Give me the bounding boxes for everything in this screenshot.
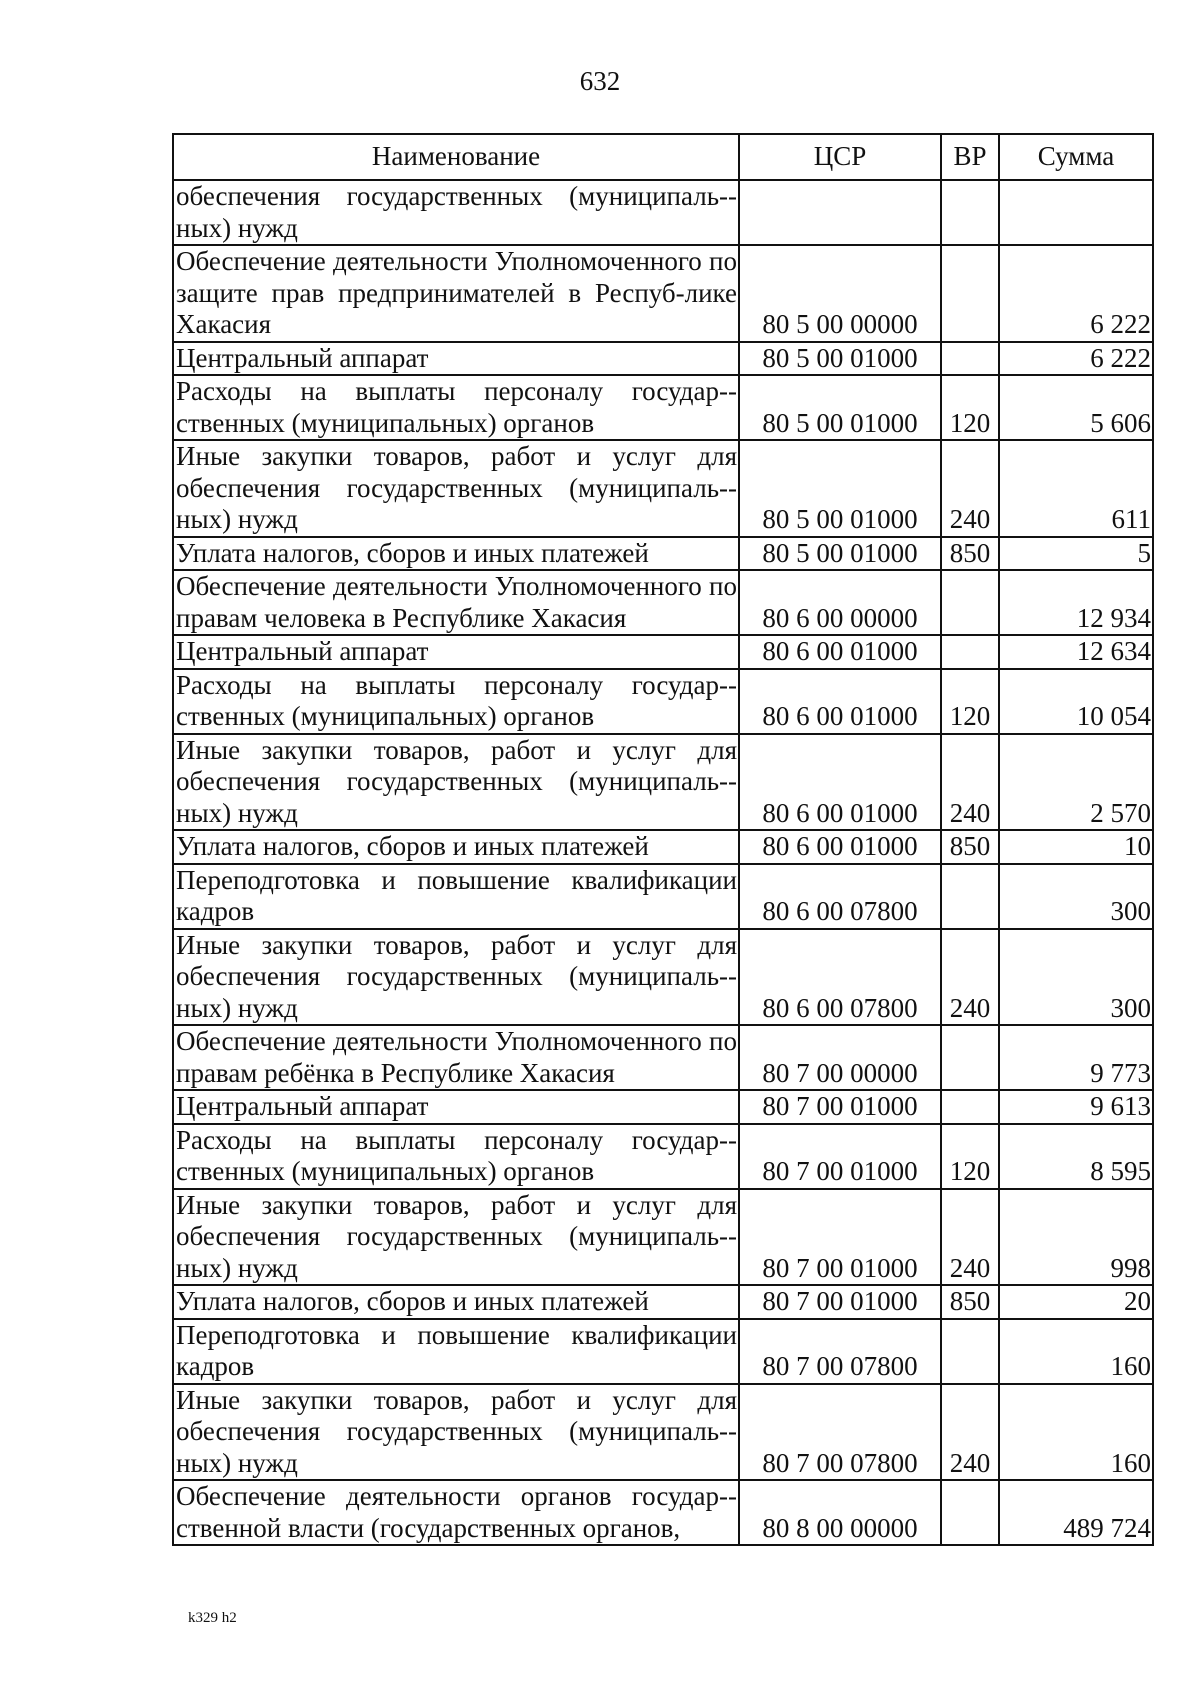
row-vr-cell [941, 1480, 999, 1545]
row-sum-cell: 160 [999, 1319, 1153, 1384]
row-sum-cell: 6 222 [999, 342, 1153, 376]
row-name-cell: Переподготовка и повышение квалификации кадров [173, 1319, 739, 1384]
row-name-cell: Центральный аппарат [173, 635, 739, 669]
row-sum-cell: 10 054 [999, 669, 1153, 734]
row-vr-cell: 240 [941, 440, 999, 537]
header-csr: ЦСР [739, 134, 941, 180]
row-vr-cell: 120 [941, 669, 999, 734]
table-row [173, 375, 1153, 440]
row-name-cell: Иные закупки товаров, работ и услуг для обеспечения государственных (муниципаль-ных) нужд [173, 440, 739, 537]
row-vr-cell: 850 [941, 537, 999, 571]
row-name-cell: Расходы на выплаты персоналу государ-ственных (муниципальных) органов [173, 1124, 739, 1189]
row-sum-cell: 489 724 [999, 1480, 1153, 1545]
row-sum-cell: 9 613 [999, 1090, 1153, 1124]
header-name: Наименование [173, 134, 739, 180]
table-row [173, 635, 1153, 669]
row-csr-cell: 80 7 00 07800 [739, 1384, 941, 1481]
row-vr-cell [941, 1025, 999, 1090]
row-vr-cell: 240 [941, 1189, 999, 1286]
table-row [173, 1124, 1153, 1189]
row-vr-cell [941, 245, 999, 342]
page-number: 632 [579, 66, 621, 96]
row-csr-cell: 80 6 00 01000 [739, 669, 941, 734]
row-csr-cell: 80 6 00 01000 [739, 734, 941, 831]
row-name-cell: Расходы на выплаты персоналу государ-ственных (муниципальных) органов [173, 669, 739, 734]
row-vr-cell: 240 [941, 1384, 999, 1481]
table-row [173, 1285, 1153, 1319]
row-csr-cell [739, 180, 941, 245]
row-vr-cell [941, 1090, 999, 1124]
table-row [173, 1319, 1153, 1384]
row-sum-cell: 5 606 [999, 375, 1153, 440]
row-csr-cell: 80 7 00 01000 [739, 1285, 941, 1319]
header-row [173, 134, 1153, 180]
header-vr: ВР [941, 134, 999, 180]
row-csr-cell: 80 5 00 01000 [739, 537, 941, 571]
row-name-cell: Центральный аппарат [173, 1090, 739, 1124]
table-row [173, 342, 1153, 376]
table-row [173, 669, 1153, 734]
row-sum-cell: 6 222 [999, 245, 1153, 342]
row-csr-cell: 80 6 00 01000 [739, 635, 941, 669]
header-sum: Сумма [999, 134, 1153, 180]
budget-table [172, 133, 1154, 1546]
row-vr-cell [941, 570, 999, 635]
footer-code: k329 h2 [188, 1610, 237, 1626]
row-name-cell: Центральный аппарат [173, 342, 739, 376]
row-sum-cell: 300 [999, 864, 1153, 929]
row-csr-cell: 80 7 00 07800 [739, 1319, 941, 1384]
row-csr-cell: 80 5 00 01000 [739, 342, 941, 376]
table-row [173, 180, 1153, 245]
row-name-cell: обеспечения государственных (муниципаль-ных) нужд [173, 180, 739, 245]
row-name-cell: Иные закупки товаров, работ и услуг для обеспечения государственных (муниципаль-ных) нужд [173, 1384, 739, 1481]
row-name-cell: Иные закупки товаров, работ и услуг для обеспечения государственных (муниципаль-ных) нужд [173, 1189, 739, 1286]
row-vr-cell: 120 [941, 375, 999, 440]
row-sum-cell: 10 [999, 830, 1153, 864]
table-row [173, 830, 1153, 864]
table-row [173, 245, 1153, 342]
row-csr-cell: 80 6 00 07800 [739, 864, 941, 929]
row-vr-cell [941, 342, 999, 376]
row-name-cell: Уплата налогов, сборов и иных платежей [173, 1285, 739, 1319]
row-sum-cell: 300 [999, 929, 1153, 1026]
row-name-cell: Иные закупки товаров, работ и услуг для обеспечения государственных (муниципаль-ных) нужд [173, 929, 739, 1026]
row-csr-cell: 80 7 00 00000 [739, 1025, 941, 1090]
row-vr-cell [941, 1319, 999, 1384]
row-sum-cell [999, 180, 1153, 245]
row-csr-cell: 80 6 00 01000 [739, 830, 941, 864]
row-vr-cell: 120 [941, 1124, 999, 1189]
row-sum-cell: 2 570 [999, 734, 1153, 831]
table-row [173, 537, 1153, 571]
row-name-cell: Обеспечение деятельности Уполномоченного по правам ребёнка в Республике Хакасия [173, 1025, 739, 1090]
table-row [173, 929, 1153, 1026]
row-vr-cell: 850 [941, 1285, 999, 1319]
row-sum-cell: 160 [999, 1384, 1153, 1481]
row-sum-cell: 20 [999, 1285, 1153, 1319]
row-name-cell: Расходы на выплаты персоналу государ-ственных (муниципальных) органов [173, 375, 739, 440]
row-csr-cell: 80 5 00 00000 [739, 245, 941, 342]
table-row [173, 1025, 1153, 1090]
row-csr-cell: 80 7 00 01000 [739, 1090, 941, 1124]
table-row [173, 440, 1153, 537]
row-sum-cell: 611 [999, 440, 1153, 537]
row-sum-cell: 9 773 [999, 1025, 1153, 1090]
row-name-cell: Обеспечение деятельности Уполномоченного по правам человека в Республике Хакасия [173, 570, 739, 635]
row-vr-cell: 240 [941, 734, 999, 831]
row-sum-cell: 12 634 [999, 635, 1153, 669]
table-row [173, 1384, 1153, 1481]
row-sum-cell: 8 595 [999, 1124, 1153, 1189]
table-row [173, 1189, 1153, 1286]
table-row [173, 1090, 1153, 1124]
row-csr-cell: 80 7 00 01000 [739, 1124, 941, 1189]
row-sum-cell: 12 934 [999, 570, 1153, 635]
row-vr-cell [941, 864, 999, 929]
row-name-cell: Уплата налогов, сборов и иных платежей [173, 537, 739, 571]
row-vr-cell: 240 [941, 929, 999, 1026]
row-csr-cell: 80 7 00 01000 [739, 1189, 941, 1286]
row-name-cell: Переподготовка и повышение квалификации кадров [173, 864, 739, 929]
table-body [173, 180, 1153, 1545]
row-vr-cell [941, 635, 999, 669]
row-csr-cell: 80 8 00 00000 [739, 1480, 941, 1545]
row-name-cell: Иные закупки товаров, работ и услуг для обеспечения государственных (муниципаль-ных) нужд [173, 734, 739, 831]
table-row [173, 1480, 1153, 1545]
table-row [173, 734, 1153, 831]
row-csr-cell: 80 5 00 01000 [739, 440, 941, 537]
row-name-cell: Уплата налогов, сборов и иных платежей [173, 830, 739, 864]
row-name-cell: Обеспечение деятельности органов государ-ственной власти (государственных органов, [173, 1480, 739, 1545]
table-header [173, 134, 1153, 180]
row-vr-cell: 850 [941, 830, 999, 864]
row-csr-cell: 80 6 00 07800 [739, 929, 941, 1026]
row-sum-cell: 5 [999, 537, 1153, 571]
row-vr-cell [941, 180, 999, 245]
row-csr-cell: 80 6 00 00000 [739, 570, 941, 635]
row-name-cell: Обеспечение деятельности Уполномоченного по защите прав предпринимателей в Респуб-лике Хакасия [173, 245, 739, 342]
row-sum-cell: 998 [999, 1189, 1153, 1286]
row-csr-cell: 80 5 00 01000 [739, 375, 941, 440]
table-row [173, 864, 1153, 929]
table-row [173, 570, 1153, 635]
